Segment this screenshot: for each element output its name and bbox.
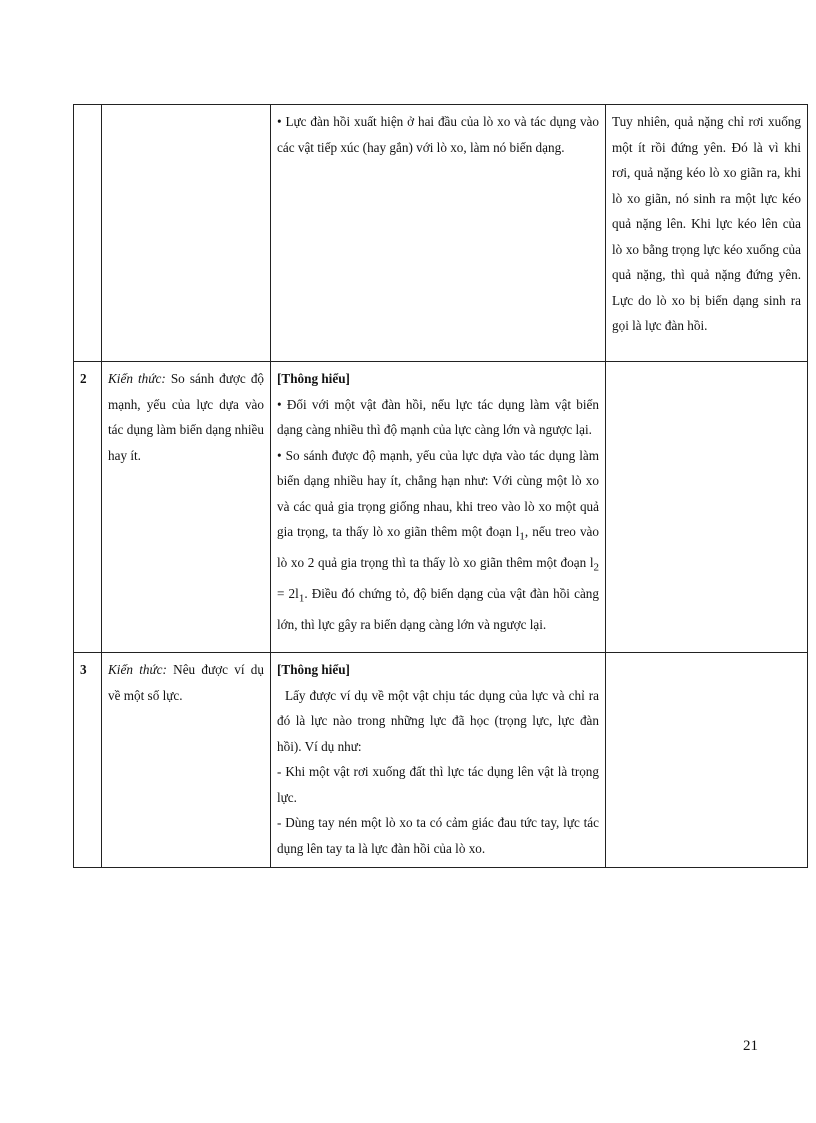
- page-number: 21: [743, 1038, 758, 1054]
- content-table: [73, 104, 808, 868]
- detail-bullet: [277, 443, 599, 638]
- bullet-text: . Điều đó chứng tỏ, độ biến dạng của vật đàn hồi càng lớn, thì lực gây ra biến dạng càng lớn và ngược lại.: [277, 586, 599, 633]
- note-text: Tuy nhiên, quả nặng chỉ rơi xuống một ít rồi đứng yên. Đó là vì khi rơi, quả nặng kéo lò xo giãn ra, khi lò xo giãn, nó sinh ra một lực kéo quả nặng lên. Khi lực kéo lên của lò xo bằng trọng lực kéo xuống của quả nặng, thì quả nặng đứng yên. Lực do lò xo bị biến dạng sinh ra gọi là lực đàn hồi.: [612, 114, 801, 333]
- subscript: 1: [298, 592, 305, 605]
- level-label: [Thông hiểu]: [277, 662, 350, 677]
- detail-bullet: • Lực đàn hồi xuất hiện ở hai đầu của lò xo và tác dụng vào các vật tiếp xúc (hay gắn) với lò xo, làm nó biến dạng.: [277, 114, 599, 155]
- subscript: 2: [593, 561, 599, 574]
- table-row: [74, 105, 808, 362]
- bullet-text: , nếu treo vào lò xo 2 quả gia trọng thì ta thấy lò xo giãn thêm một đoạn l: [277, 524, 599, 571]
- row-number: [74, 105, 102, 362]
- detail-line: - Khi một vật rơi xuống đất thì lực tác dụng lên vật là trọng lực.: [277, 764, 599, 805]
- content-body: So sánh được độ mạnh, yếu của lực dựa vào tác dụng làm biến dạng nhiều hay ít.: [108, 371, 265, 463]
- content-label: Kiến thức:: [108, 662, 167, 677]
- content-label: Kiến thức:: [108, 371, 166, 386]
- detail-bullet: • Đối với một vật đàn hồi, nếu lực tác dụng làm vật biến dạng càng nhiều thì độ mạnh của lực càng lớn và ngược lại.: [277, 396, 599, 437]
- row-number: 2: [74, 362, 102, 653]
- level-label: [Thông hiểu]: [277, 371, 350, 386]
- detail-cell: [271, 362, 606, 653]
- detail-paragraph: Lấy được ví dụ về một vật chịu tác dụng của lực và chỉ ra đó là lực nào trong những lực đã học (trọng lực, lực đàn hồi). Ví dụ như:: [277, 687, 599, 754]
- table-row: [74, 362, 808, 653]
- note-cell: [606, 653, 808, 868]
- detail-line: - Dùng tay nén một lò xo ta có cảm giác đau tức tay, lực tác dụng lên tay ta là lực đàn hồi của lò xo.: [277, 815, 599, 856]
- subscript: 1: [519, 530, 525, 543]
- detail-cell: [271, 105, 606, 362]
- content-cell: [102, 105, 271, 362]
- content-text: [108, 366, 264, 468]
- detail-cell: [271, 653, 606, 868]
- note-cell: [606, 362, 808, 653]
- content-cell: [102, 653, 271, 868]
- note-cell: [606, 105, 808, 362]
- content-text: [108, 657, 264, 708]
- content-body: Nêu được ví dụ về một số lực.: [108, 662, 264, 703]
- table-row: [74, 653, 808, 868]
- bullet-text: = 2l: [277, 586, 299, 602]
- content-cell: [102, 362, 271, 653]
- row-number: 3: [74, 653, 102, 868]
- bullet-text: • So sánh được độ mạnh, yếu của lực dựa vào tác dụng làm biến dạng nhiều hay ít, chẳng hạn như: Với cùng một lò xo và các quả gia trọng giống nhau, khi treo vào lò xo một quả gia trọng, ta thấy lò xo giãn thêm một đoạn l: [277, 447, 599, 539]
